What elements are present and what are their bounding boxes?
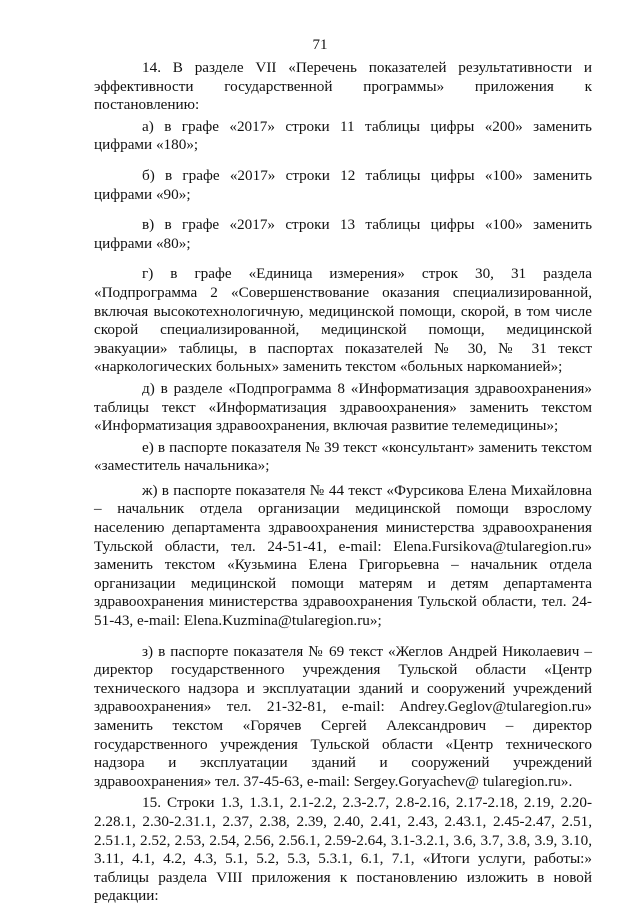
paragraph-item-14: 14. В разделе VII «Перечень показателей результативности и эффективности государственной программы» приложения к постановлению: bbox=[94, 59, 592, 114]
paragraph-subitem-e: е) в паспорте показателя № 39 текст «консультант» заменить текстом «заместитель начальника»; bbox=[94, 438, 592, 475]
document-body bbox=[94, 59, 592, 906]
paragraph-subitem-v: в) в графе «2017» строки 13 таблицы цифры «100» заменить цифрами «80»; bbox=[94, 216, 592, 252]
paragraph-subitem-z: з) в паспорте показателя № 69 текст «Жеглов Андрей Николаевич – директор государственного учреждения Тульской области «Центр технического надзора и эксплуатации зданий и сооружений учреждений здравоохранения» тел. 21-32-81, e-mail: Andrey.Geglov@tularegion.ru» заменить текстом «Горячев Сергей Александрович – директор государственного учреждения Тульской области «Центр технического надзора и эксплуатации зданий и сооружений учреждений здравоохранения» тел. 37-45-63, e-mail: Sergey.Goryachev@ tularegion.ru». bbox=[94, 642, 592, 790]
paragraph-subitem-g: г) в графе «Единица измерения» строк 30, 31 раздела «Подпрограмма 2 «Совершенствование оказания специализированной, включая высокотехнологичную, медицинской помощи, скорой, в том числе скорой специализированной, медицинской помощи, медицинской эвакуации» таблицы, в паспортах показателей № 30, № 31 текст «наркологических больных» заменить текстом «больных наркоманией»; bbox=[94, 265, 592, 376]
page-number: 71 bbox=[312, 37, 328, 53]
paragraph-subitem-b: б) в графе «2017» строки 12 таблицы цифры «100» заменить цифрами «90»; bbox=[94, 166, 592, 203]
paragraph-subitem-zh: ж) в паспорте показателя № 44 текст «Фурсикова Елена Михайловна – начальник отдела организации медицинской помощи взрослому населению департамента здравоохранения министерства здравоохранения Тульской области, тел. 24-51-41, e-mail: Elena.Fursikova@tularegion.ru» заменить текстом «Кузьмина Елена Григорьевна – начальник отдела организации медицинской помощи матерям и детям департамента здравоохранения министерства здравоохранения Тульской области, тел. 24-51-43, e-mail: Elena.Kuzmina@tularegion.ru»; bbox=[94, 481, 592, 630]
paragraph-item-15: 15. Строки 1.3, 1.3.1, 2.1-2.2, 2.3-2.7, 2.8-2.16, 2.17-2.18, 2.19, 2.20-2.28.1, 2.30-2.31.1, 2.37, 2.38, 2.39, 2.40, 2.41, 2.43, 2.43.1, 2.45-2.47, 2.51, 2.51.1, 2.52, 2.53, 2.54, 2.56, 2.56.1, 2.59-2.64, 3.1-3.2.1, 3.6, 3.7, 3.8, 3.9, 3.10, 3.11, 4.1, 4.2, 4.3, 5.1, 5.2, 5.3, 5.3.1, 6.1, 7.1, «Итоги услуги, работы:» таблицы раздела VIII приложения к постановлению изложить в новой редакции: bbox=[94, 794, 592, 905]
paragraph-subitem-d: д) в разделе «Подпрограмма 8 «Информатизация здравоохранения» таблицы текст «Информатизация здравоохранения» заменить текстом «Информатизация здравоохранения, включая развитие телемедицины»; bbox=[94, 379, 592, 435]
paragraph-subitem-a: а) в графе «2017» строки 11 таблицы цифры «200» заменить цифрами «180»; bbox=[94, 117, 592, 154]
